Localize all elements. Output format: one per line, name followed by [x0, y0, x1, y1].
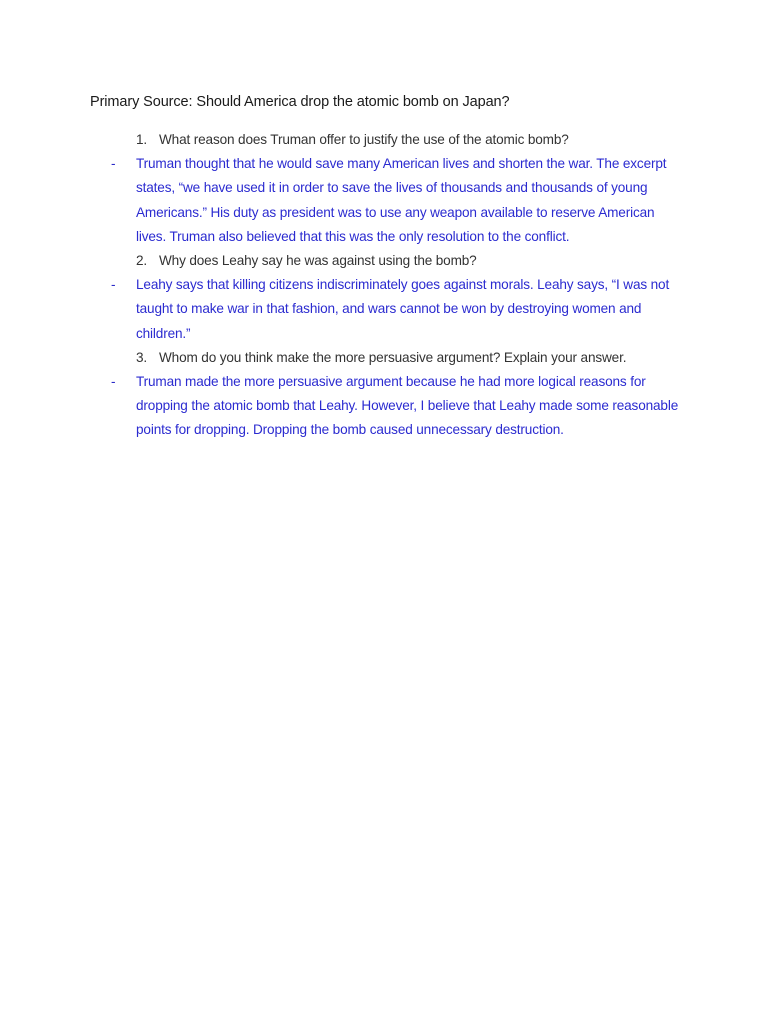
question-text: What reason does Truman offer to justify the use of the atomic bomb? [159, 132, 569, 147]
answer-line [0, 418, 768, 442]
answer-line [0, 322, 768, 346]
answer-line [0, 394, 768, 418]
answer-line [0, 273, 768, 297]
answer-text: children.” [136, 325, 191, 341]
answer-text: Truman made the more persuasive argument because he had more logical reasons for [136, 373, 646, 389]
answer-bullet: - [111, 277, 116, 293]
answer-text: taught to make war in that fashion, and wars cannot be won by destroying women and [136, 301, 642, 317]
answer-text: Leahy says that killing citizens indiscriminately goes against morals. Leahy says, “I was not [136, 277, 670, 293]
answer-text: Truman thought that he would save many American lives and shorten the war. The excerpt [136, 156, 667, 172]
question-text: Why does Leahy say he was against using the bomb? [159, 252, 477, 268]
answer-line [0, 370, 768, 394]
answer-text: dropping the atomic bomb that Leahy. However, I believe that Leahy made some reasonable [136, 398, 679, 414]
answer-text: points for dropping. Dropping the bomb caused unnecessary destruction. [136, 422, 564, 438]
answer-text: lives. Truman also believed that this was the only resolution to the conflict. [136, 228, 570, 244]
document-body [0, 128, 768, 442]
answer-line [0, 225, 768, 249]
answer-bullet: - [111, 373, 116, 389]
answer-line [0, 201, 768, 225]
answer-line [0, 297, 768, 321]
question-line [0, 346, 768, 370]
answer-line [0, 152, 768, 176]
answer-line [0, 176, 768, 200]
question-number: 2. [136, 252, 148, 268]
document-title: Primary Source: Should America drop the atomic bomb on Japan? [90, 94, 510, 110]
question-text: Whom do you think make the more persuasive argument? Explain your answer. [159, 349, 627, 365]
question-number: 3. [136, 349, 148, 365]
answer-text: states, “we have used it in order to save the lives of thousands and thousands of young [136, 180, 648, 196]
answer-bullet: - [111, 156, 116, 172]
question-line [0, 249, 768, 273]
question-number: 1. [136, 132, 148, 147]
question-line [0, 128, 768, 152]
answer-text: Americans.” His duty as president was to use any weapon available to reserve American [136, 204, 655, 220]
